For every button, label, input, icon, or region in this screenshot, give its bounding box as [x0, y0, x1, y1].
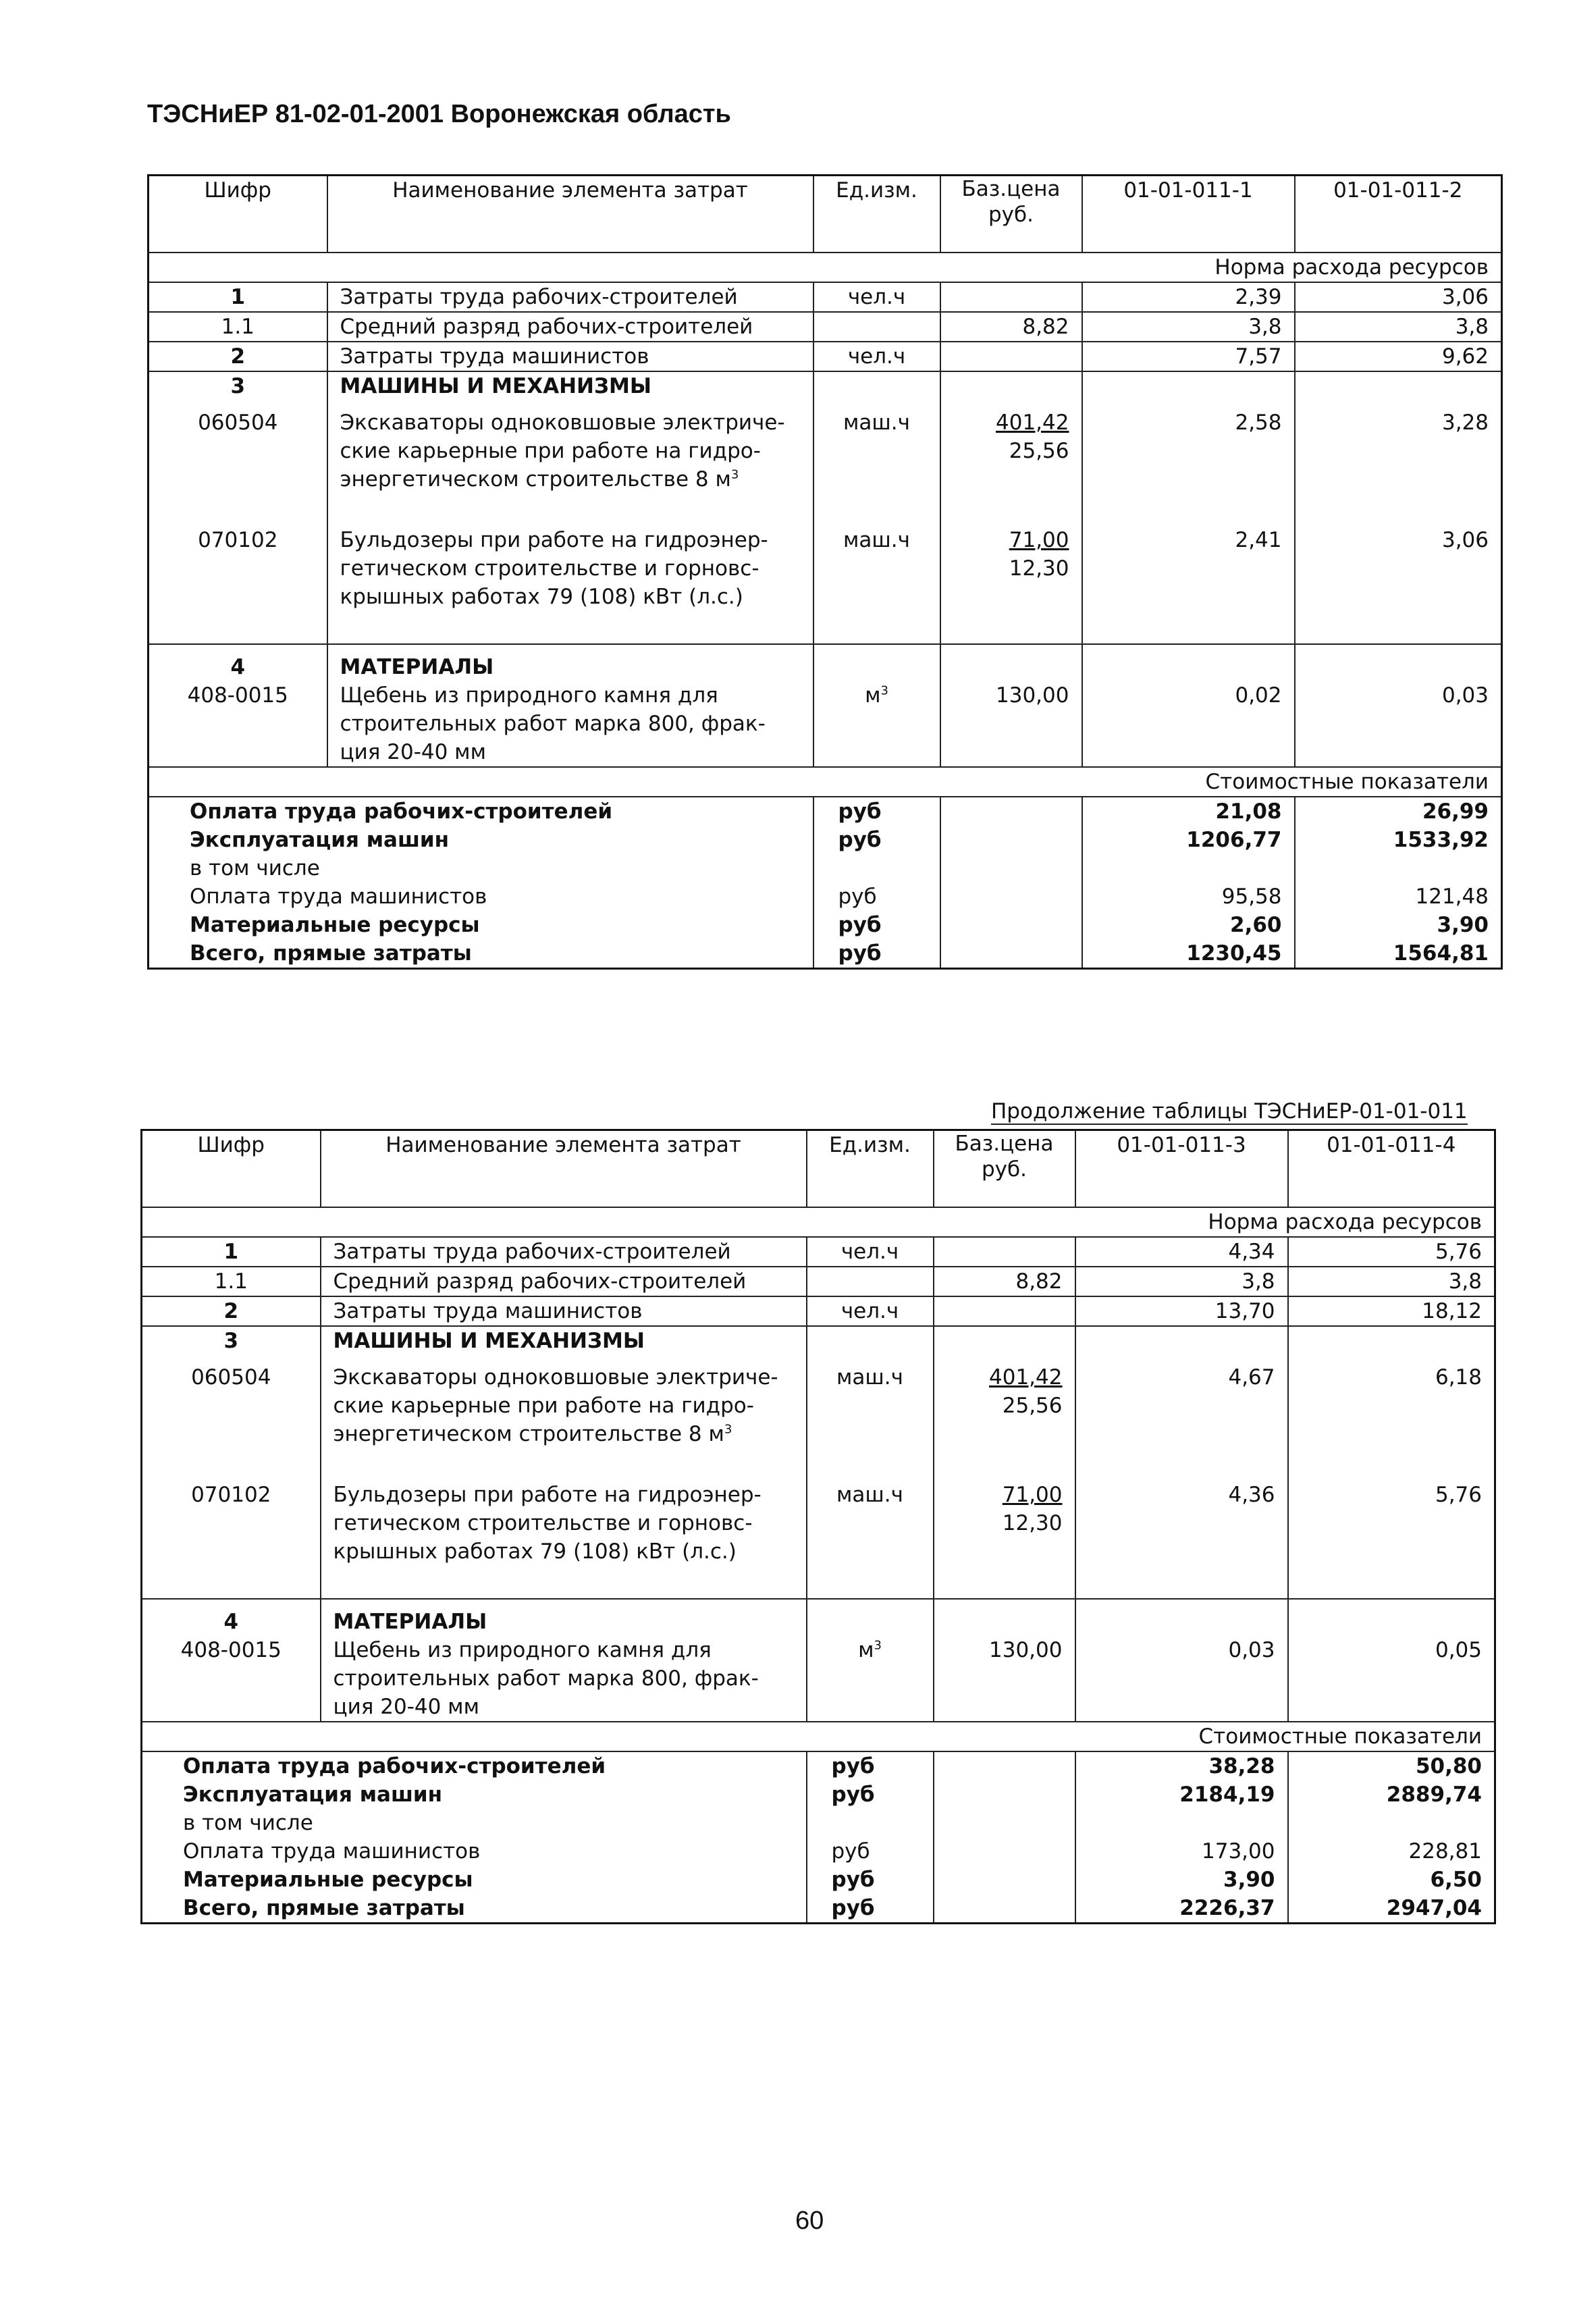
table-cell: МАШИНЫ И МЕХАНИЗМЫ: [327, 371, 813, 400]
table-cell: [934, 1780, 1075, 1809]
table-cell: 3,28: [1441, 411, 1489, 435]
cost-row: [149, 854, 1502, 882]
table-cell: руб: [813, 826, 940, 854]
table-cell: 3: [142, 1326, 321, 1355]
table-cell: 2: [149, 342, 327, 371]
table-cell: [934, 1866, 1075, 1894]
section-title-norm: Норма расхода ресурсов: [142, 1207, 1495, 1237]
table-cell: 4: [142, 1599, 321, 1636]
table-cell: [813, 371, 940, 400]
table-cell: 228,81: [1408, 1839, 1482, 1864]
table-cell: Материальные ресурсы: [149, 911, 813, 939]
table-cell: МАТЕРИАЛЫ: [327, 644, 813, 681]
table-cell: 1: [142, 1237, 321, 1267]
cost-row: [149, 882, 1502, 911]
table-cell: 3,8: [1082, 312, 1295, 342]
table-cell: 71,00 12,30: [940, 526, 1082, 644]
header-col-a: 01-01-011-1: [1082, 176, 1295, 253]
table-cell: [940, 939, 1082, 969]
table-cell: [807, 1267, 934, 1296]
table-cell: [934, 1751, 1075, 1780]
table-cell: 401,42 25,56: [940, 400, 1082, 526]
section-title-cost: Стоимостные показатели: [149, 767, 1502, 797]
table-cell: 4,34: [1075, 1237, 1288, 1267]
table-cell: 2,60: [1082, 911, 1295, 939]
cost-row: [142, 1780, 1495, 1809]
table-cell: [1288, 1326, 1495, 1355]
table-cell: 1206,77: [1082, 826, 1295, 854]
table-cell: руб: [813, 911, 940, 939]
table-row: [149, 644, 1502, 681]
table-cell: 5,76: [1288, 1237, 1495, 1267]
table-cell: [934, 1326, 1075, 1355]
table-cell: [1288, 1599, 1495, 1636]
table-cell: 2,39: [1082, 282, 1295, 312]
table-cell: руб: [807, 1837, 934, 1866]
table-cell: [1295, 371, 1502, 400]
table-row: [142, 1296, 1495, 1326]
table-cell: 2,58: [1082, 400, 1295, 526]
table-cell: 13,70: [1075, 1296, 1288, 1326]
table-cell: Оплата труда машинистов: [142, 1837, 807, 1866]
table-cell: Бульдозеры при работе на гидроэнер- гетическом строительстве и горновс- крышных работах 79 (108) кВт (л.с.): [327, 526, 813, 644]
table-cell: 060504: [142, 1355, 321, 1481]
table-cell: Щебень из природного камня для строительных работ марка 800, фрак- ция 20-40 мм: [327, 681, 813, 767]
table-cell: 3,06: [1295, 526, 1502, 644]
table-cell: [940, 911, 1082, 939]
table-cell: [934, 1237, 1075, 1267]
table-cell: чел.ч: [813, 342, 940, 371]
table-cell: 173,00: [1075, 1837, 1288, 1866]
table-cell: 8,82: [934, 1267, 1075, 1296]
table-cell: Затраты труда рабочих-строителей: [321, 1237, 807, 1267]
table-row: [149, 312, 1502, 342]
table-row: [142, 1326, 1495, 1355]
table-cell: 71,00 12,30: [934, 1481, 1075, 1599]
table-cell: [813, 854, 940, 882]
header-name: Наименование элемента затрат: [321, 1130, 807, 1208]
table-cell: [807, 1599, 934, 1636]
table-cell: Оплата труда рабочих-строителей: [149, 797, 813, 826]
table-row: [149, 282, 1502, 312]
table-cell: [1082, 371, 1295, 400]
table-cell: [813, 644, 940, 681]
table-cell: 21,08: [1082, 797, 1295, 826]
norm-table-1: [147, 174, 1503, 970]
norm-table-2: [140, 1129, 1496, 1924]
table-cell: Всего, прямые затраты: [142, 1894, 807, 1924]
table-cell: 2889,74: [1386, 1782, 1482, 1807]
table-cell: 0,05: [1435, 1638, 1482, 1662]
table-cell: 070102: [142, 1481, 321, 1599]
table-cell: 2947,04: [1386, 1896, 1482, 1920]
table-cell: [934, 1809, 1075, 1837]
table-cell: Средний разряд рабочих-строителей: [327, 312, 813, 342]
table-cell: 1230,45: [1082, 939, 1295, 969]
table-cell: Эксплуатация машин: [142, 1780, 807, 1809]
table-header: [142, 1130, 1495, 1208]
cost-row: [149, 939, 1502, 969]
table-cell: руб: [807, 1866, 934, 1894]
table-cell: 2: [142, 1296, 321, 1326]
table-cell: [940, 644, 1082, 681]
table-row: [142, 1636, 1495, 1722]
table-cell: 1: [149, 282, 327, 312]
cost-row: [142, 1866, 1495, 1894]
table-cell: 9,62: [1295, 342, 1502, 371]
table-cell: 6,18: [1435, 1365, 1482, 1390]
header-name: Наименование элемента затрат: [327, 176, 813, 253]
table-cell: Экскаваторы одноковшовые электриче- ские карьерные при работе на гидро- энергетическом строительстве 8 $м^3$: [327, 400, 813, 526]
table-cell: руб: [813, 882, 940, 911]
table-cell: маш.ч: [813, 526, 940, 644]
table-cell: 3: [149, 371, 327, 400]
table-cell: 5,76: [1288, 1481, 1495, 1599]
table-cell: 3,8: [1075, 1267, 1288, 1296]
table-cell: 8,82: [940, 312, 1082, 342]
table-cell: 95,58: [1082, 882, 1295, 911]
table-cell: Материальные ресурсы: [142, 1866, 807, 1894]
table-cell: 2226,37: [1075, 1894, 1288, 1924]
table-row: [149, 371, 1502, 400]
table-cell: 3,06: [1295, 282, 1502, 312]
table-row: [149, 342, 1502, 371]
table-cell: МАТЕРИАЛЫ: [321, 1599, 807, 1636]
table-cell: руб: [807, 1751, 934, 1780]
table-cell: руб: [807, 1780, 934, 1809]
table-cell: чел.ч: [807, 1296, 934, 1326]
table-cell: 121,48: [1415, 884, 1489, 909]
table-cell: 18,12: [1288, 1296, 1495, 1326]
table-cell: [807, 1326, 934, 1355]
table-cell: руб: [807, 1894, 934, 1924]
cost-row: [142, 1837, 1495, 1866]
table-cell: Эксплуатация машин: [149, 826, 813, 854]
table-cell: 408-0015: [149, 681, 327, 767]
header-unit: Ед.изм.: [813, 176, 940, 253]
table-cell: $м^3$: [813, 681, 940, 767]
table-cell: 3,90: [1075, 1866, 1288, 1894]
table-cell: [1082, 854, 1295, 882]
table-cell: [940, 826, 1082, 854]
table-cell: [940, 797, 1082, 826]
table-cell: 3,8: [1295, 312, 1502, 342]
table-cell: Всего, прямые затраты: [149, 939, 813, 969]
table-cell: Затраты труда рабочих-строителей: [327, 282, 813, 312]
table-cell: 1.1: [142, 1267, 321, 1296]
table-cell: 0,02: [1082, 681, 1295, 767]
table-cell: [1295, 854, 1502, 882]
table-cell: МАШИНЫ И МЕХАНИЗМЫ: [321, 1326, 807, 1355]
cost-row: [149, 911, 1502, 939]
table-cell: [1075, 1809, 1288, 1837]
table-cell: 408-0015: [142, 1636, 321, 1722]
table-cell: [940, 282, 1082, 312]
table-row: [149, 526, 1502, 644]
table-cell: 060504: [149, 400, 327, 526]
table-row: [142, 1481, 1495, 1599]
table-header: [149, 176, 1502, 253]
table-cell: [940, 854, 1082, 882]
table-cell: чел.ч: [813, 282, 940, 312]
table-cell: в том числе: [149, 854, 813, 882]
table-cell: 3,90: [1437, 913, 1489, 937]
table-cell: 1.1: [149, 312, 327, 342]
table-cell: [934, 1837, 1075, 1866]
table-cell: 070102: [149, 526, 327, 644]
table-cell: 50,80: [1415, 1754, 1482, 1778]
section-title-norm: Норма расхода ресурсов: [149, 253, 1502, 282]
cost-row: [149, 797, 1502, 826]
table-cell: Экскаваторы одноковшовые электриче- ские карьерные при работе на гидро- энергетическом строительстве 8 $м^3$: [321, 1355, 807, 1481]
table-cell: 0,03: [1075, 1636, 1288, 1722]
table-row: [149, 400, 1502, 526]
page-title: ТЭСНиЕР 81-02-01-2001 Воронежская область: [147, 100, 731, 128]
table-cell: [813, 312, 940, 342]
table-cell: Оплата труда рабочих-строителей: [142, 1751, 807, 1780]
header-code: Шифр: [149, 176, 327, 253]
table-cell: 130,00: [934, 1636, 1075, 1722]
table-row: [149, 681, 1502, 767]
table-cell: [940, 882, 1082, 911]
header-col-a: 01-01-011-3: [1075, 1130, 1288, 1208]
table-row: [142, 1355, 1495, 1481]
table-cell: Средний разряд рабочих-строителей: [321, 1267, 807, 1296]
continuation-caption: Продолжение таблицы ТЭСНиЕР-01-01-011: [991, 1099, 1468, 1124]
table-row: [142, 1267, 1495, 1296]
table-cell: [934, 1599, 1075, 1636]
header-col-b: 01-01-011-4: [1288, 1130, 1495, 1208]
page-number: 60: [795, 2207, 824, 2235]
header-unit: Ед.изм.: [807, 1130, 934, 1208]
table-cell: 4,36: [1075, 1481, 1288, 1599]
table-cell: Бульдозеры при работе на гидроэнер- гетическом строительстве и горновс- крышных работах 79 (108) кВт (л.с.): [321, 1481, 807, 1599]
cost-row: [142, 1809, 1495, 1837]
header-price: Баз.цена руб.: [934, 1130, 1075, 1208]
table-cell: Щебень из природного камня для строительных работ марка 800, фрак- ция 20-40 мм: [321, 1636, 807, 1722]
header-code: Шифр: [142, 1130, 321, 1208]
table-cell: 1533,92: [1393, 828, 1489, 852]
table-cell: 3,8: [1288, 1267, 1495, 1296]
section-title-cost: Стоимостные показатели: [142, 1722, 1495, 1751]
table-cell: 2184,19: [1075, 1780, 1288, 1809]
table-cell: руб: [813, 939, 940, 969]
table-cell: в том числе: [142, 1809, 807, 1837]
table-cell: [1082, 644, 1295, 681]
table-cell: 6,50: [1430, 1868, 1482, 1892]
table-cell: [1288, 1809, 1495, 1837]
table-cell: [1295, 644, 1502, 681]
table-cell: [1075, 1326, 1288, 1355]
table-cell: [940, 371, 1082, 400]
table-cell: 401,42 25,56: [934, 1355, 1075, 1481]
table-cell: маш.ч: [807, 1481, 934, 1599]
table-cell: чел.ч: [807, 1237, 934, 1267]
table-cell: [1075, 1599, 1288, 1636]
table-cell: 38,28: [1075, 1751, 1288, 1780]
table-cell: 4,67: [1075, 1355, 1288, 1481]
table-cell: [934, 1296, 1075, 1326]
table-cell: Затраты труда машинистов: [327, 342, 813, 371]
table-row: [142, 1599, 1495, 1636]
table-cell: маш.ч: [813, 400, 940, 526]
table-cell: [807, 1809, 934, 1837]
table-cell: [934, 1894, 1075, 1924]
header-col-b: 01-01-011-2: [1295, 176, 1502, 253]
cost-row: [142, 1894, 1495, 1924]
table-cell: 2,41: [1082, 526, 1295, 644]
table-cell: 4: [149, 644, 327, 681]
table-cell: 0,03: [1441, 683, 1489, 708]
table-cell: 1564,81: [1393, 941, 1489, 966]
table-cell: 7,57: [1082, 342, 1295, 371]
table-cell: Оплата труда машинистов: [149, 882, 813, 911]
table-cell: 26,99: [1422, 799, 1489, 824]
table-cell: маш.ч: [807, 1355, 934, 1481]
table-row: [142, 1237, 1495, 1267]
header-price: Баз.цена руб.: [940, 176, 1082, 253]
cost-row: [142, 1751, 1495, 1780]
table-cell: 130,00: [940, 681, 1082, 767]
cost-row: [149, 826, 1502, 854]
table-cell: [940, 342, 1082, 371]
table-cell: Затраты труда машинистов: [321, 1296, 807, 1326]
table-cell: $м^3$: [807, 1636, 934, 1722]
table-cell: руб: [813, 797, 940, 826]
